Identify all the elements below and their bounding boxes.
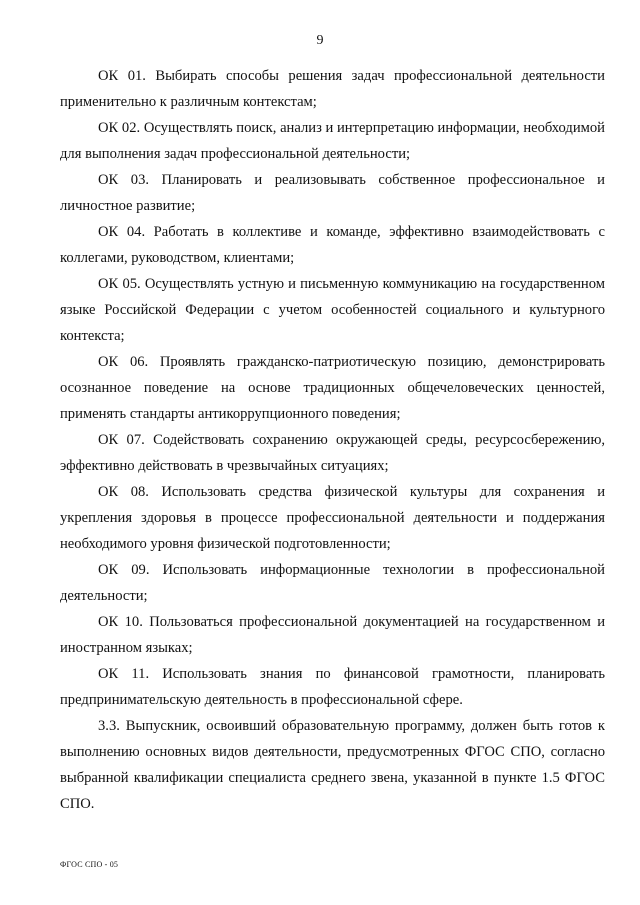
paragraph-ok-02: ОК 02. Осуществлять поиск, анализ и интерпретацию информации, необходимой для выполнения задач профессиональной деятельности;	[60, 120, 605, 162]
paragraph-ok-11: ОК 11. Использовать знания по финансовой грамотности, планировать предпринимательскую деятельность в профессиональной сфере.	[60, 666, 605, 708]
paragraph-ok-01: ОК 01. Выбирать способы решения задач профессиональной деятельности применительно к различным контекстам;	[60, 68, 605, 110]
paragraph-ok-05: ОК 05. Осуществлять устную и письменную коммуникацию на государственном языке Российской Федерации с учетом особенностей социального и культурного контекста;	[60, 276, 605, 344]
paragraph-ok-08: ОК 08. Использовать средства физической культуры для сохранения и укрепления здоровья в процессе профессиональной деятельности и поддержания необходимого уровня физической подготовленности;	[60, 484, 605, 552]
paragraph-ok-04: ОК 04. Работать в коллективе и команде, эффективно взаимодействовать с коллегами, руководством, клиентами;	[60, 224, 605, 266]
paragraph-ok-09: ОК 09. Использовать информационные технологии в профессиональной деятельности;	[60, 562, 605, 604]
paragraph-ok-06: ОК 06. Проявлять гражданско-патриотическую позицию, демонстрировать осознанное поведение на основе традиционных общечеловеческих ценностей, применять стандарты антикоррупционного поведения;	[60, 354, 605, 422]
footer-document-code: ФГОС СПО - 05	[60, 860, 119, 869]
paragraph-3-3: 3.3. Выпускник, освоивший образовательную программу, должен быть готов к выполнению основных видов деятельности, предусмотренных ФГОС СПО, согласно выбранной квалификации специалиста среднего звена, указанной в пункте 1.5 ФГОС СПО.	[60, 718, 605, 812]
page-number: 9	[316, 33, 324, 48]
document-body	[60, 63, 605, 817]
paragraph-ok-07: ОК 07. Содействовать сохранению окружающей среды, ресурсосбережению, эффективно действовать в чрезвычайных ситуациях;	[60, 432, 605, 474]
paragraph-ok-10: ОК 10. Пользоваться профессиональной документацией на государственном и иностранном языках;	[60, 614, 605, 656]
paragraph-ok-03: ОК 03. Планировать и реализовывать собственное профессиональное и личностное развитие;	[60, 172, 605, 214]
